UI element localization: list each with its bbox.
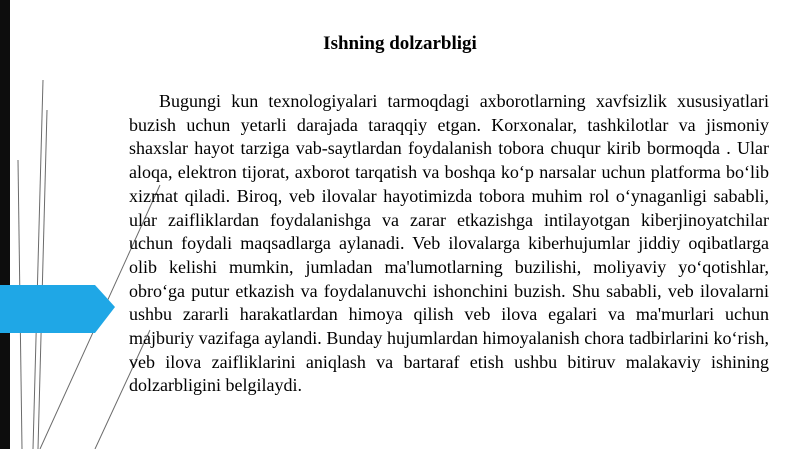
accent-arrow-shape bbox=[0, 285, 115, 333]
slide-title: Ishning dolzarbligi bbox=[323, 33, 477, 54]
deco-line-1 bbox=[33, 80, 43, 449]
body-paragraph: Bugungi kun texnologiyalari tarmoqdagi axborotlarning xavfsizlik xususiyatlari buzish uchun yetarli darajada taraqqiy etgan. Korxonalar, tashkilotlar va jismoniy shaxslar hayot tarziga vab-saytlardan foydalanish tobora chuqur kirib bormoqda . Ular aloqa, elektron tijorat, axborot tarqatish va boshqa ko‘p narsalar uchun platforma bo‘lib xizmat qiladi. Biroq, veb ilovalar hayotimizda tobora muhim rol o‘ynaganligi sababli, ular zaifliklardan foydalanishga va zarar etkazishga intilayotgan kiberjinoyatchilar uchun foydali maqsadlarga aylanadi. Veb ilovalarga kiberhujumlar jiddiy oqibatlarga olib kelishi mumkin, jumladan ma'lumotlarning buzilishi, moliyaviy yo‘qotishlar, obro‘ga putur etkazish va foydalanuvchi ishonchini buzish. Shu sababli, veb ilovalarni ushbu zararli harakatlardan himoya qilish veb ilova egalari va ma'murlari uchun majburiy vazifaga aylandi. Bunday hujumlardan himoyalanish chora tadbirlarini ko‘rish, veb ilova zaifliklarini aniqlash va bartaraf etish ushbu bitiruv malakaviy ishining dolzarbligini belgilaydi. bbox=[129, 91, 769, 396]
deco-line-2 bbox=[38, 110, 47, 449]
